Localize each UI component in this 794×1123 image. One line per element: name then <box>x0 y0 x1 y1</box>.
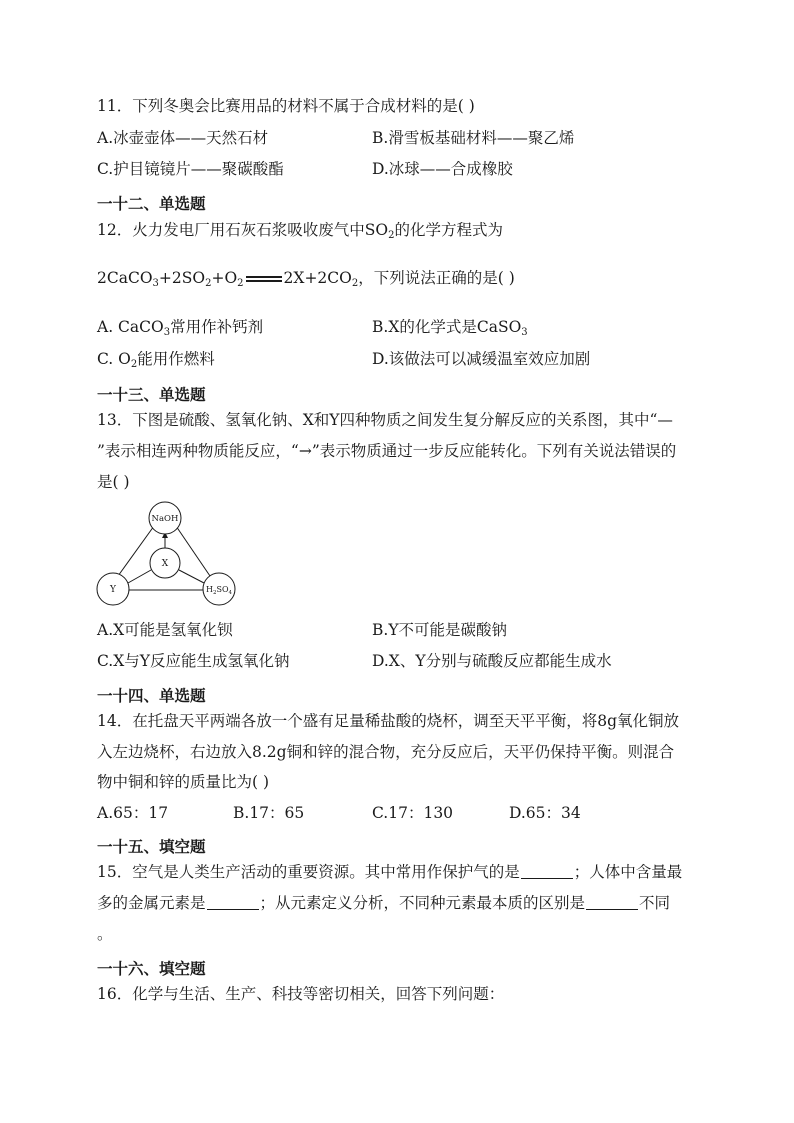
q13-stem-line-3: 是( ) <box>97 473 130 491</box>
line-naoh-h2so4 <box>176 526 210 576</box>
q13-stem-line-2: ”表示相连两种物质能反应，“→”表示物质通过一步反应能转化。下列有关说法错误的 <box>97 442 677 460</box>
line-x-h2so4 <box>179 570 204 583</box>
line-x-y <box>128 570 151 583</box>
answer-blank-3 <box>586 895 638 910</box>
section-heading-14: 一十四、单选题 <box>97 686 206 705</box>
q11-option-c: C.护目镜镜片——聚碳酸酯 <box>97 160 284 178</box>
section-heading-16: 一十六、填空题 <box>97 959 206 978</box>
q14-stem-line-2: 入左边烧杯，右边放入8.2g铜和锌的混合物，充分反应后，天平仍保持平衡。则混合 <box>97 743 675 761</box>
q13-option-a: A.X可能是氢氧化钡 <box>97 621 233 639</box>
answer-blank-2 <box>207 895 259 910</box>
q15-line-1: 15．空气是人类生产活动的重要资源。其中常用作保护气的是 ；人体中含量最 <box>97 863 683 881</box>
q12-option-c: C. $O_2$能用作燃料 <box>97 350 215 370</box>
q13-stem-line-1: 13．下图是硫酸、氢氧化钠、X和Y四种物质之间发生复分解反应的关系图，其中“— <box>97 411 673 429</box>
q11-option-a: A.冰壶壶体——天然石材 <box>97 129 269 147</box>
q12-equation: $2CaCO_3+2SO_2+O_2$ $2X+2CO_2$，下列说法正确的是( ) <box>97 269 515 289</box>
q15-line-2: 多的金属元素是 ；从元素定义分析，不同种元素最本质的区别是 不同 <box>97 894 671 912</box>
q15-line-3: 。 <box>97 925 113 943</box>
section-heading-15: 一十五、填空题 <box>97 837 206 856</box>
q13-option-b: B.Y不可能是碳酸钠 <box>372 621 508 639</box>
equals-sign-double-line <box>246 275 282 283</box>
q13-option-d: D.X、Y分别与硫酸反应都能生成水 <box>372 652 612 670</box>
q14-stem-line-1: 14．在托盘天平两端各放一个盛有足量稀盐酸的烧杯，调至天平平衡，将8g氧化铜放 <box>97 712 680 730</box>
label-naoh: NaOH <box>151 514 179 524</box>
q11-option-b: B.滑雪板基础材料——聚乙烯 <box>372 129 575 147</box>
label-x: X <box>161 559 169 569</box>
q16-stem: 16．化学与生活、生产、科技等密切相关，回答下列问题： <box>97 985 505 1003</box>
label-y: Y <box>110 585 116 595</box>
q12-option-b: B.X的化学式是CaSO$_3$ <box>372 318 528 338</box>
q14-option-d: D.65：34 <box>509 804 581 822</box>
label-h2so4: $H_2SO_4$ <box>205 585 233 596</box>
q12-option-d: D.该做法可以减缓温室效应加剧 <box>372 350 591 368</box>
q13-option-c: C.X与Y反应能生成氢氧化钠 <box>97 652 290 670</box>
section-heading-13: 一十三、单选题 <box>97 385 206 404</box>
q14-option-b: B.17：65 <box>233 804 305 822</box>
section-heading-12: 一十二、单选题 <box>97 194 206 213</box>
reaction-diagram <box>90 500 250 610</box>
q14-option-a: A.65：17 <box>97 804 169 822</box>
q14-stem-line-3: 物中铜和锌的质量比为( ) <box>97 773 270 791</box>
q11-stem: 11．下列冬奥会比赛用品的材料不属于合成材料的是( ) <box>97 97 475 115</box>
line-naoh-y <box>118 526 154 576</box>
q14-option-c: C.17：130 <box>372 804 454 822</box>
q12-stem: 12．火力发电厂用石灰石浆吸收废气中$SO_2$的化学方程式为 <box>97 221 503 241</box>
q12-option-a: A. CaCO$_3$常用作补钙剂 <box>97 318 264 338</box>
answer-blank-1 <box>521 864 573 879</box>
q11-option-d: D.冰球——合成橡胶 <box>372 160 513 178</box>
